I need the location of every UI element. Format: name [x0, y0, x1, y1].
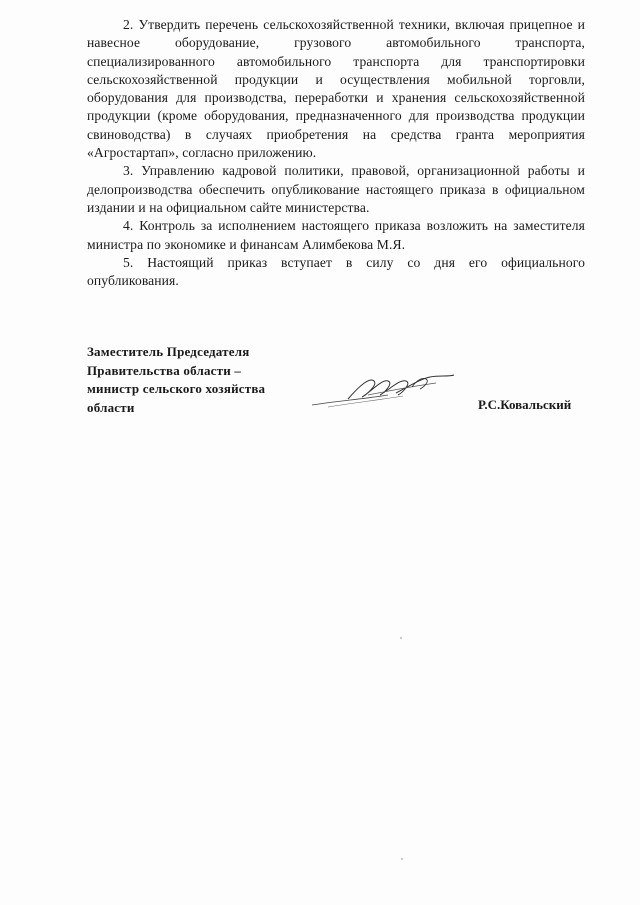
- order-body-text: [87, 16, 585, 290]
- scan-speck: [401, 858, 403, 860]
- paragraph-item-3: 3. Управлению кадровой политики, правовой, организационной работы и делопроизводства обеспечить опубликование настоящего приказа в официальном издании и на официальном сайте министерства.: [87, 163, 585, 215]
- handwritten-signature: [308, 365, 458, 410]
- paragraph-item-5: 5. Настоящий приказ вступает в силу со дня его официального опубликования.: [87, 254, 585, 289]
- signatory-position-line: Заместитель Председателя: [87, 344, 250, 359]
- paragraph-item-2: 2. Утвердить перечень сельскохозяйственной техники, включая прицепное и навесное оборудование, грузового автомобильного транспорта, специализированного автомобильного транспорта для транспортировки сельскохозяйственной продукции и осуществления мобильной торговли, оборудования для производства, переработки и хранения сельскохозяйственной продукции (кроме оборудования, предназначенного для производства продукции свиноводства) в случаях приобретения на средства гранта мероприятия «Агростартап», согласно приложению.: [87, 17, 585, 161]
- signatory-name: Р.С.Ковальский: [478, 397, 572, 412]
- scan-speck: [400, 637, 402, 639]
- paragraph-item-4: 4. Контроль за исполнением настоящего приказа возложить на заместителя министра по экономике и финансам Алимбекова М.Я.: [87, 218, 585, 252]
- signatory-position: [87, 343, 265, 417]
- signatory-position-line: Правительства области –: [87, 362, 242, 378]
- signatory-position-line: министр сельского хозяйства: [87, 381, 266, 396]
- signatory-position-line: области: [87, 399, 135, 415]
